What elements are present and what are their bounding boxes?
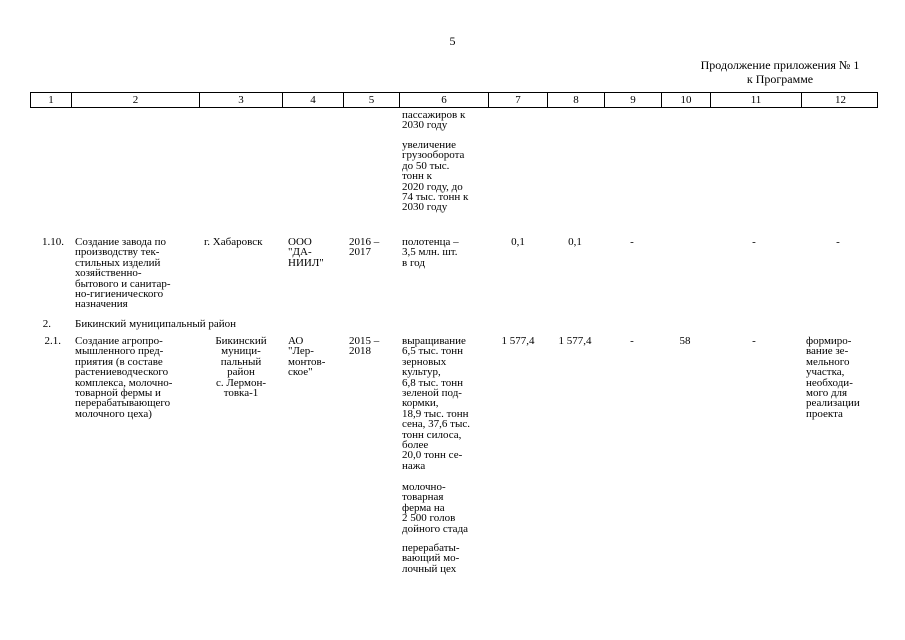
project-result-block-1	[402, 336, 470, 471]
project-organization	[288, 336, 325, 378]
text-line: Создание агропро-	[75, 335, 163, 347]
text-line: товарной фермы и	[75, 387, 161, 400]
text-line: вание зе-	[806, 345, 849, 358]
text-line: сена, 37,6 тыс.	[402, 418, 470, 431]
text-line: ское"	[288, 366, 313, 379]
header-col-12: 12	[801, 93, 879, 107]
text-line: 2 500 голов	[402, 512, 456, 525]
text-line: мельного	[806, 355, 850, 368]
text-line: Бикинский	[215, 335, 267, 347]
col9-value: -	[630, 335, 634, 347]
col12-value: -	[836, 236, 840, 248]
project-location	[204, 237, 262, 247]
text-line: необходи-	[806, 376, 853, 389]
header-col-10: 10	[661, 93, 710, 107]
continuation-line-2: к Программе	[746, 72, 814, 86]
text-line: выращивание	[402, 335, 466, 347]
text-line: молочно-	[402, 481, 446, 493]
text-line: 2016 –	[349, 236, 380, 248]
text-line: нажа	[402, 459, 426, 472]
col12-note	[806, 336, 860, 419]
header-col-11: 11	[710, 93, 801, 107]
text-line: пальный	[220, 355, 262, 368]
text-line: ферма на	[402, 501, 445, 514]
text-line: муници-	[221, 345, 261, 358]
header-col-3: 3	[199, 93, 282, 107]
carryover-line: грузооборота	[402, 149, 465, 162]
header-col-5: 5	[343, 93, 399, 107]
text-line: товка-1	[223, 387, 259, 400]
text-line: растениеводческого	[75, 366, 169, 379]
text-line: хозяйственно-	[75, 267, 142, 280]
text-line: мышленного пред-	[75, 345, 164, 358]
col8-value: 1 577,4	[558, 335, 592, 347]
header-col-2: 2	[71, 93, 199, 107]
text-line: производству тек-	[75, 246, 160, 259]
text-line: более	[402, 439, 429, 452]
col7-value: 0,1	[511, 236, 525, 248]
text-line: 6,8 тыс. тонн	[402, 376, 464, 389]
text-line: Создание завода по	[75, 236, 167, 248]
text-line: товарная	[402, 491, 444, 504]
text-line: 6,5 тыс. тонн	[402, 345, 464, 358]
text-line: с. Лермон-	[216, 376, 266, 389]
text-line: участка,	[806, 366, 845, 379]
section-title: Бикинский муниципальный район	[75, 318, 237, 330]
col8-value: 0,1	[568, 236, 582, 248]
text-line: перерабатывающего	[75, 397, 171, 410]
col9-value: -	[630, 236, 634, 248]
header-col-1: 1	[48, 94, 54, 106]
text-line: монтов-	[288, 355, 326, 368]
project-name	[75, 237, 171, 310]
text-line: "ДА-	[288, 246, 312, 259]
text-line: кормки,	[402, 397, 439, 410]
text-line: ООО	[288, 236, 312, 248]
header-col-6: 6	[399, 93, 488, 107]
header-col-9: 9	[604, 93, 661, 107]
project-result	[402, 237, 459, 268]
carryover-line: 74 тыс. тонн к	[402, 191, 469, 204]
section-number: 2.	[42, 318, 51, 330]
carryover-line: тонн к	[402, 170, 433, 183]
project-name	[75, 336, 172, 419]
text-line: бытового и санитар-	[75, 277, 171, 290]
text-line: полотенца –	[402, 236, 459, 248]
text-line: 2015 –	[349, 335, 380, 347]
text-line: вающий мо-	[402, 552, 460, 565]
header-col-8: 8	[547, 93, 604, 107]
carryover-line: 2030 году	[402, 119, 448, 132]
text-line: 2017	[349, 246, 371, 259]
text-line: 2018	[349, 345, 371, 358]
text-line: АО	[288, 335, 304, 347]
text-line: проекта	[806, 407, 843, 420]
text-line: молочного цеха)	[75, 407, 152, 420]
text-line: район	[227, 366, 255, 379]
col7-value: 1 577,4	[501, 335, 535, 347]
project-result-block-2	[402, 482, 468, 534]
text-line: зеленой под-	[402, 387, 462, 400]
carryover-col6-block1	[402, 110, 465, 131]
col11-value: -	[752, 335, 756, 347]
continuation-line-1: Продолжение приложения № 1	[700, 58, 860, 72]
text-line: НИИЛ"	[288, 256, 324, 269]
project-result-block-3	[402, 543, 460, 574]
project-location	[200, 336, 282, 398]
text-line: в год	[402, 256, 425, 269]
page-number: 5	[449, 34, 456, 48]
text-line: "Лер-	[288, 345, 314, 358]
carryover-line: увеличение	[402, 139, 456, 151]
text-line: мого для	[806, 387, 848, 400]
carryover-line: до 50 тыс.	[402, 159, 450, 172]
row-number: 2.1.	[44, 335, 61, 347]
text-line: стильных изделий	[75, 256, 161, 269]
text-line: комплекса, молочно-	[75, 376, 173, 389]
project-organization	[288, 237, 324, 268]
text-line: 3,5 млн. шт.	[402, 246, 458, 259]
carryover-line: 2030 году	[402, 201, 448, 214]
carryover-col6-block2	[402, 140, 468, 213]
col11-value: -	[752, 236, 756, 248]
row-number: 1.10.	[42, 236, 64, 248]
text-line: лочный цех	[402, 562, 457, 575]
text-line: реализации	[806, 397, 860, 410]
carryover-line: пассажиров к	[402, 109, 466, 121]
text-line: приятия (в составе	[75, 355, 163, 368]
text-line: г. Хабаровск	[204, 236, 263, 248]
header-col-7: 7	[488, 93, 547, 107]
text-line: культур,	[402, 366, 441, 379]
text-line: перерабаты-	[402, 542, 460, 554]
project-period	[349, 336, 379, 357]
text-line: формиро-	[806, 335, 852, 347]
header-col-4: 4	[282, 93, 343, 107]
table-header-row	[30, 92, 878, 108]
text-line: 18,9 тыс. тонн	[402, 407, 469, 420]
continuation-note	[680, 58, 880, 86]
text-line: зерновых	[402, 355, 447, 368]
text-line: 20,0 тонн се-	[402, 449, 463, 462]
carryover-line: 2020 году, до	[402, 180, 463, 193]
text-line: назначения	[75, 298, 128, 311]
col10-value: 58	[679, 335, 691, 347]
project-period	[349, 237, 379, 258]
text-line: тонн силоса,	[402, 428, 462, 441]
text-line: но-гигиенического	[75, 288, 164, 301]
text-line: дойного стада	[402, 522, 469, 535]
